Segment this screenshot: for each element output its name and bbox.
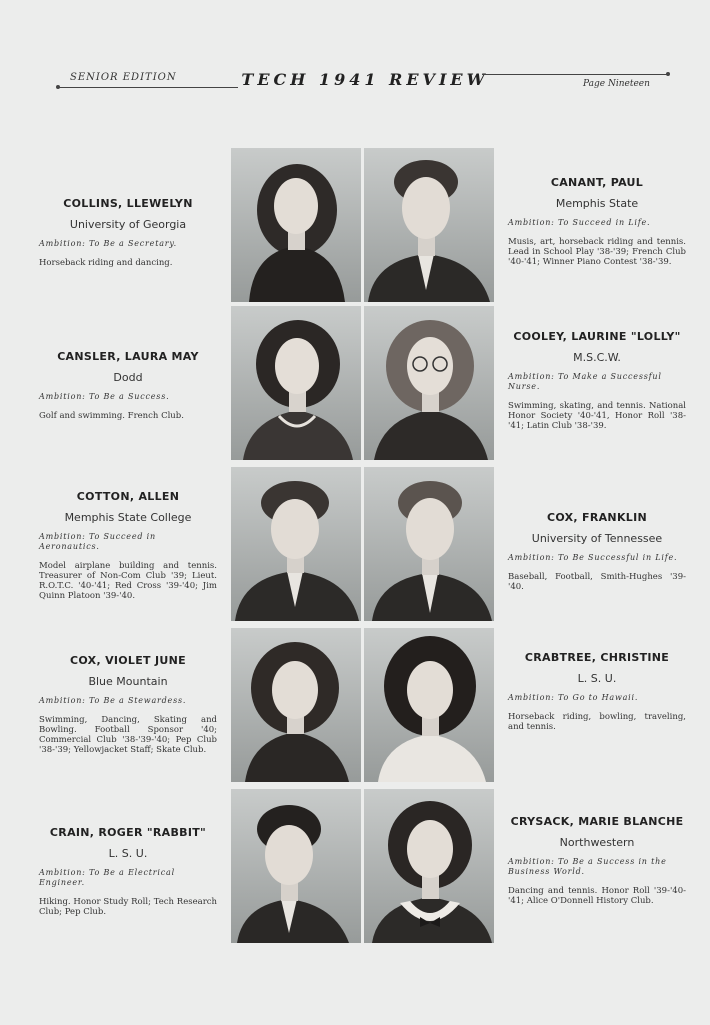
student-college: L. S. U.	[108, 847, 148, 860]
header-dot-left	[56, 85, 60, 89]
student-activities: Horseback riding and dancing.	[39, 258, 173, 268]
header-rule-right	[482, 74, 668, 75]
student-entry-crabtree	[508, 651, 686, 732]
student-college: University of Georgia	[69, 218, 187, 231]
header-dot-right	[666, 72, 670, 76]
portrait-photo-crabtree	[364, 628, 494, 782]
portrait-photo-canant	[364, 148, 494, 302]
student-college: M.S.C.W.	[573, 351, 621, 364]
student-name: CRYSACK, MARIE BLANCHE	[510, 815, 684, 828]
student-name: COX, VIOLET JUNE	[70, 654, 186, 667]
student-activities: Model airplane building and tennis. Treasurer of Non-Com Club '39; Lieut. R.O.T.C. '40-'41; Red Cross '39-'40; Jim Quinn Platoon '39-'40.	[39, 561, 217, 601]
student-name: COTTON, ALLEN	[76, 490, 180, 503]
student-ambition: Ambition: To Be Successful in Life.	[508, 553, 678, 562]
student-name: COLLINS, LLEWELYN	[63, 197, 193, 210]
student-ambition: Ambition: To Succeed in Aeronautics.	[39, 532, 156, 551]
student-ambition: Ambition: To Be a Secretary.	[39, 239, 178, 248]
page-number: Page Nineteen	[583, 79, 650, 89]
student-entry-crain	[39, 826, 217, 917]
portrait-photo-collins	[231, 148, 361, 302]
student-ambition: Ambition: To Be a Success in the Business World.	[508, 857, 667, 876]
student-entry-cansler	[39, 350, 217, 421]
student-name: CRABTREE, CHRISTINE	[524, 651, 670, 664]
student-ambition: Ambition: To Be a Success.	[39, 392, 170, 401]
student-name: COX, FRANKLIN	[547, 511, 647, 524]
student-ambition: Ambition: To Go to Hawaii.	[508, 693, 639, 702]
portrait-photo-cotton	[231, 467, 361, 621]
student-ambition: Ambition: To Be a Stewardess.	[39, 696, 187, 705]
student-ambition: Ambition: To Succeed in Life.	[508, 218, 651, 227]
student-entry-cox-franklin	[508, 511, 686, 592]
student-entry-canant	[508, 176, 686, 267]
student-activities: Dancing and tennis. Honor Roll '39-'40-'41; Alice O'Donnell History Club.	[508, 886, 686, 906]
student-college: Dodd	[113, 371, 143, 384]
portrait-photo-cox-franklin	[364, 467, 494, 621]
student-activities: Swimming, skating, and tennis. National Honor Society '40-'41, Honor Roll '38-'41; Latin Club '38-'39.	[508, 401, 686, 431]
student-college: Blue Mountain	[88, 675, 168, 688]
portrait-photo-cooley	[364, 306, 494, 460]
student-college: Memphis State College	[64, 511, 192, 524]
student-entry-crysack	[508, 815, 686, 906]
student-activities: Golf and swimming. French Club.	[39, 411, 184, 421]
portrait-photo-cansler	[231, 306, 361, 460]
student-name: CANSLER, LAURA MAY	[57, 350, 199, 363]
student-entry-cox-violet	[39, 654, 217, 755]
portrait-photo-crain	[231, 789, 361, 943]
student-college: Memphis State	[555, 197, 639, 210]
student-college: Northwestern	[559, 836, 635, 849]
student-entry-collins	[39, 197, 217, 268]
student-name: COOLEY, LAURINE "LOLLY"	[513, 330, 681, 343]
portrait-photo-cox-violet	[231, 628, 361, 782]
portrait-photo-crysack	[364, 789, 494, 943]
page-title: TECH 1941 REVIEW	[241, 70, 489, 89]
student-activities: Swimming, Dancing, Skating and Bowling. Football Sponsor '40; Commercial Club '38-'39-'40; Pep Club '38-'39; Yellowjacket Staff; Skate Club.	[39, 715, 217, 755]
student-activities: Musis, art, horseback riding and tennis. Lead in School Play '38-'39; French Club '40-'41; Winner Piano Contest '38-'39.	[508, 237, 686, 267]
student-ambition: Ambition: To Be a Electrical Engineer.	[39, 868, 175, 887]
student-name: CRAIN, ROGER "RABBIT"	[49, 826, 207, 839]
student-name: CANANT, PAUL	[550, 176, 644, 189]
edition-label: SENIOR EDITION	[70, 72, 177, 83]
student-entry-cooley	[508, 330, 686, 431]
student-ambition: Ambition: To Make a Successful Nurse.	[508, 372, 662, 391]
student-college: L. S. U.	[577, 672, 617, 685]
student-activities: Hiking. Honor Study Roll; Tech Research Club; Pep Club.	[39, 897, 217, 917]
student-activities: Horseback riding, bowling, traveling, and tennis.	[508, 712, 686, 732]
student-entry-cotton	[39, 490, 217, 601]
header-rule-left	[58, 87, 238, 88]
student-activities: Baseball, Football, Smith-Hughes '39-'40.	[508, 572, 686, 592]
student-college: University of Tennessee	[531, 532, 663, 545]
